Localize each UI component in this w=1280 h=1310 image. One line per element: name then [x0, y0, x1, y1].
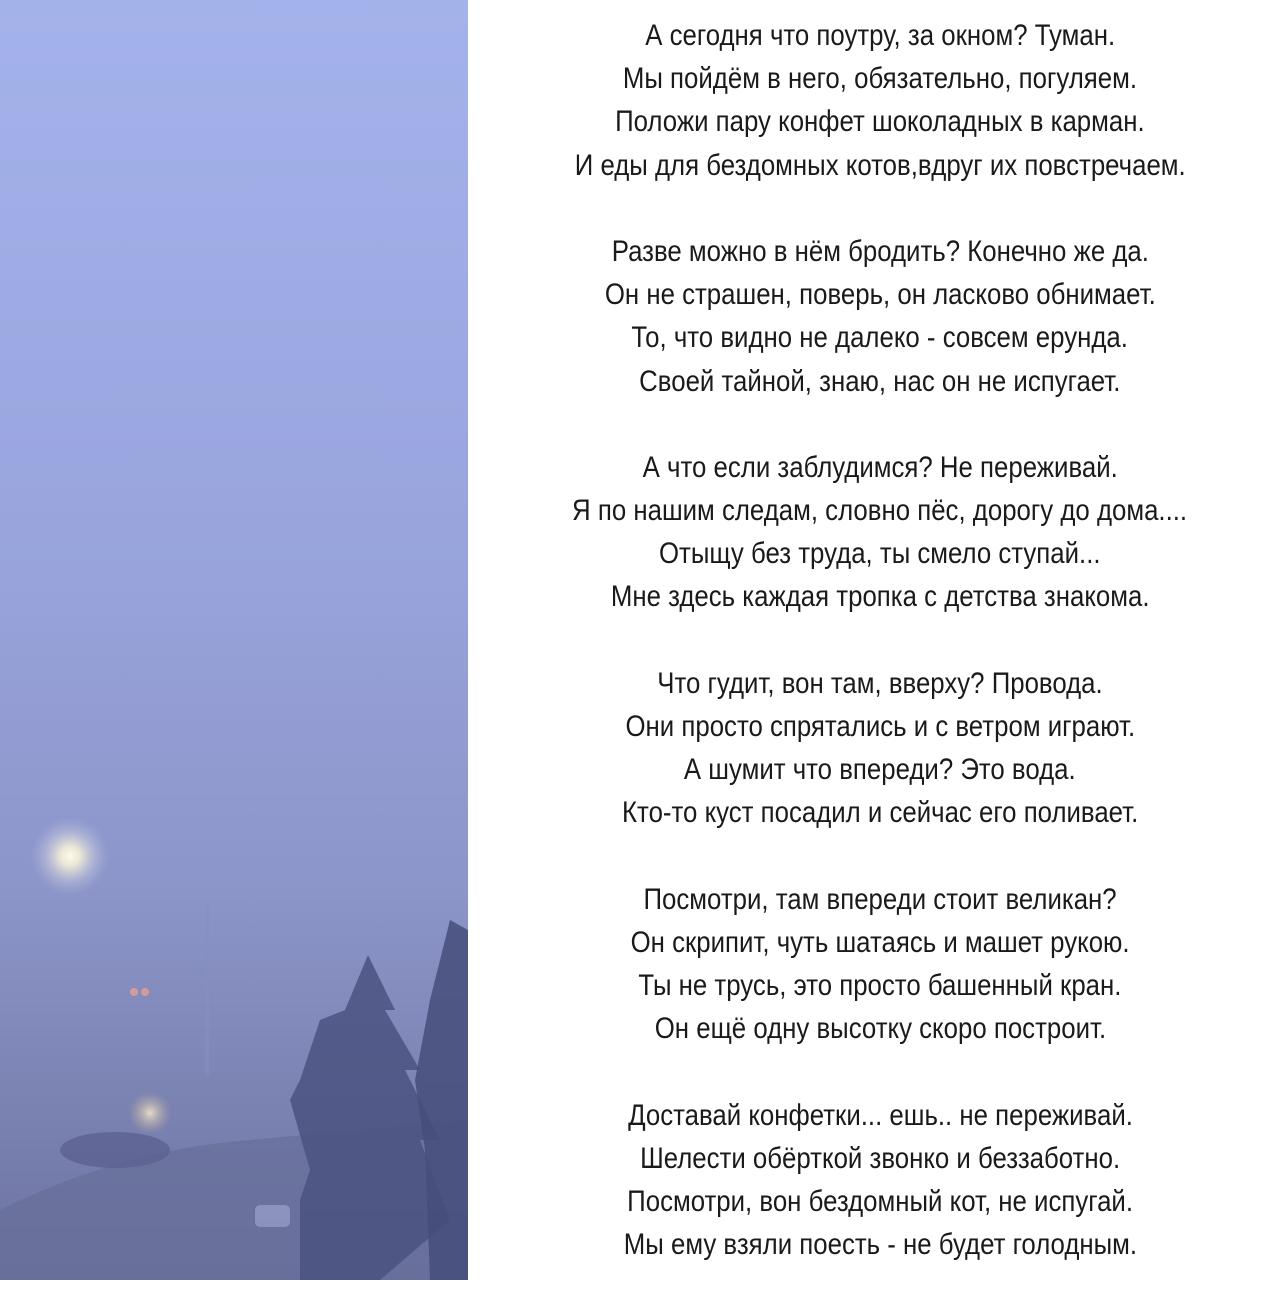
line-text: Посмотри, там впереди стоит великан?: [643, 882, 1117, 916]
line-text: А шумит что впереди? Это вода.: [684, 753, 1076, 787]
line-text: Разве можно в нём бродить? Конечно же да.: [611, 234, 1149, 268]
poem-line: [470, 964, 1280, 1007]
line-text: Мы ему взяли поесть - не будет голодным.: [623, 1228, 1137, 1262]
line-text: И еды для бездомных котов,вдруг их повстречаем.: [574, 148, 1186, 182]
line-text: Они просто спрятались и с ветром играют.: [625, 710, 1135, 743]
poem-line: [470, 1137, 1280, 1180]
line-text: Мы пойдём в него, обязательно, погуляем.: [622, 62, 1138, 96]
poem-line: [470, 100, 1280, 143]
foggy-photo: [0, 0, 468, 1280]
line-text: Он не страшен, поверь, он ласково обнимает.: [604, 278, 1156, 312]
poem-line: [470, 575, 1280, 618]
line-text: А что если заблудимся? Не переживай.: [642, 450, 1118, 484]
poem-line: [470, 1223, 1280, 1266]
poem-line: [470, 921, 1280, 964]
poem-line: [470, 273, 1280, 316]
parked-car: [255, 1205, 290, 1227]
line-text: Ты не трусь, это просто башенный кран.: [638, 969, 1122, 1003]
line-text: Он ещё одну высотку скоро построит.: [654, 1012, 1106, 1046]
street-lamp-glow: [30, 816, 110, 896]
poem-line: [470, 489, 1280, 532]
line-text: То, что видно не далеко - совсем ерунда.: [631, 321, 1129, 355]
poem-line: [470, 1007, 1280, 1050]
stanza: [470, 14, 1280, 187]
stanza: [470, 662, 1280, 835]
poem-line: [470, 14, 1280, 57]
line-text: Положи пару конфет шоколадных в карман.: [615, 105, 1145, 139]
line-text: Он скрипит, чуть шатаясь и машет рукою.: [630, 925, 1130, 959]
lamp-pole: [205, 905, 209, 1075]
poem-text: [470, 14, 1280, 1310]
line-text: Мне здесь каждая тропка с детства знакома.: [610, 580, 1150, 614]
tail-light: [141, 988, 149, 996]
line-text: Отыщу без труда, ты смело ступай...: [659, 537, 1101, 571]
stanza: [470, 230, 1280, 403]
poem-line: [470, 705, 1280, 748]
poem-line: [470, 1094, 1280, 1137]
tail-light: [130, 988, 138, 996]
line-text: Своей тайной, знаю, нас он не испугает.: [639, 364, 1121, 398]
car-headlights: [128, 1091, 172, 1135]
poem-line: [470, 144, 1280, 187]
poem-line: [470, 748, 1280, 791]
poem-line: [470, 878, 1280, 921]
poem-line: [470, 316, 1280, 359]
poem-line: [470, 230, 1280, 273]
line-text: Кто-то куст посадил и сейчас его поливает.: [621, 796, 1139, 830]
line-text: Шелести обёрткой звонко и беззаботно.: [639, 1141, 1121, 1175]
poem-line: [470, 532, 1280, 575]
line-text: Что гудит, вон там, вверху? Провода.: [657, 666, 1103, 700]
poem-line: [470, 662, 1280, 705]
stanza: [470, 878, 1280, 1051]
line-text: А сегодня что поутру, за окном? Туман.: [645, 19, 1115, 52]
line-text: Доставай конфетки... ешь.. не переживай.: [627, 1098, 1133, 1132]
line-text: Посмотри, вон бездомный кот, не испугай.: [627, 1185, 1133, 1219]
poem-line: [470, 1180, 1280, 1223]
poem-line: [470, 791, 1280, 834]
stanza: [470, 446, 1280, 619]
poem-line: [470, 446, 1280, 489]
car: [60, 1132, 170, 1168]
poem-line: [470, 57, 1280, 100]
line-text: Я по нашим следам, словно пёс, дорогу до дома....: [572, 494, 1188, 528]
stanza: [470, 1094, 1280, 1267]
poem-line: [470, 360, 1280, 403]
